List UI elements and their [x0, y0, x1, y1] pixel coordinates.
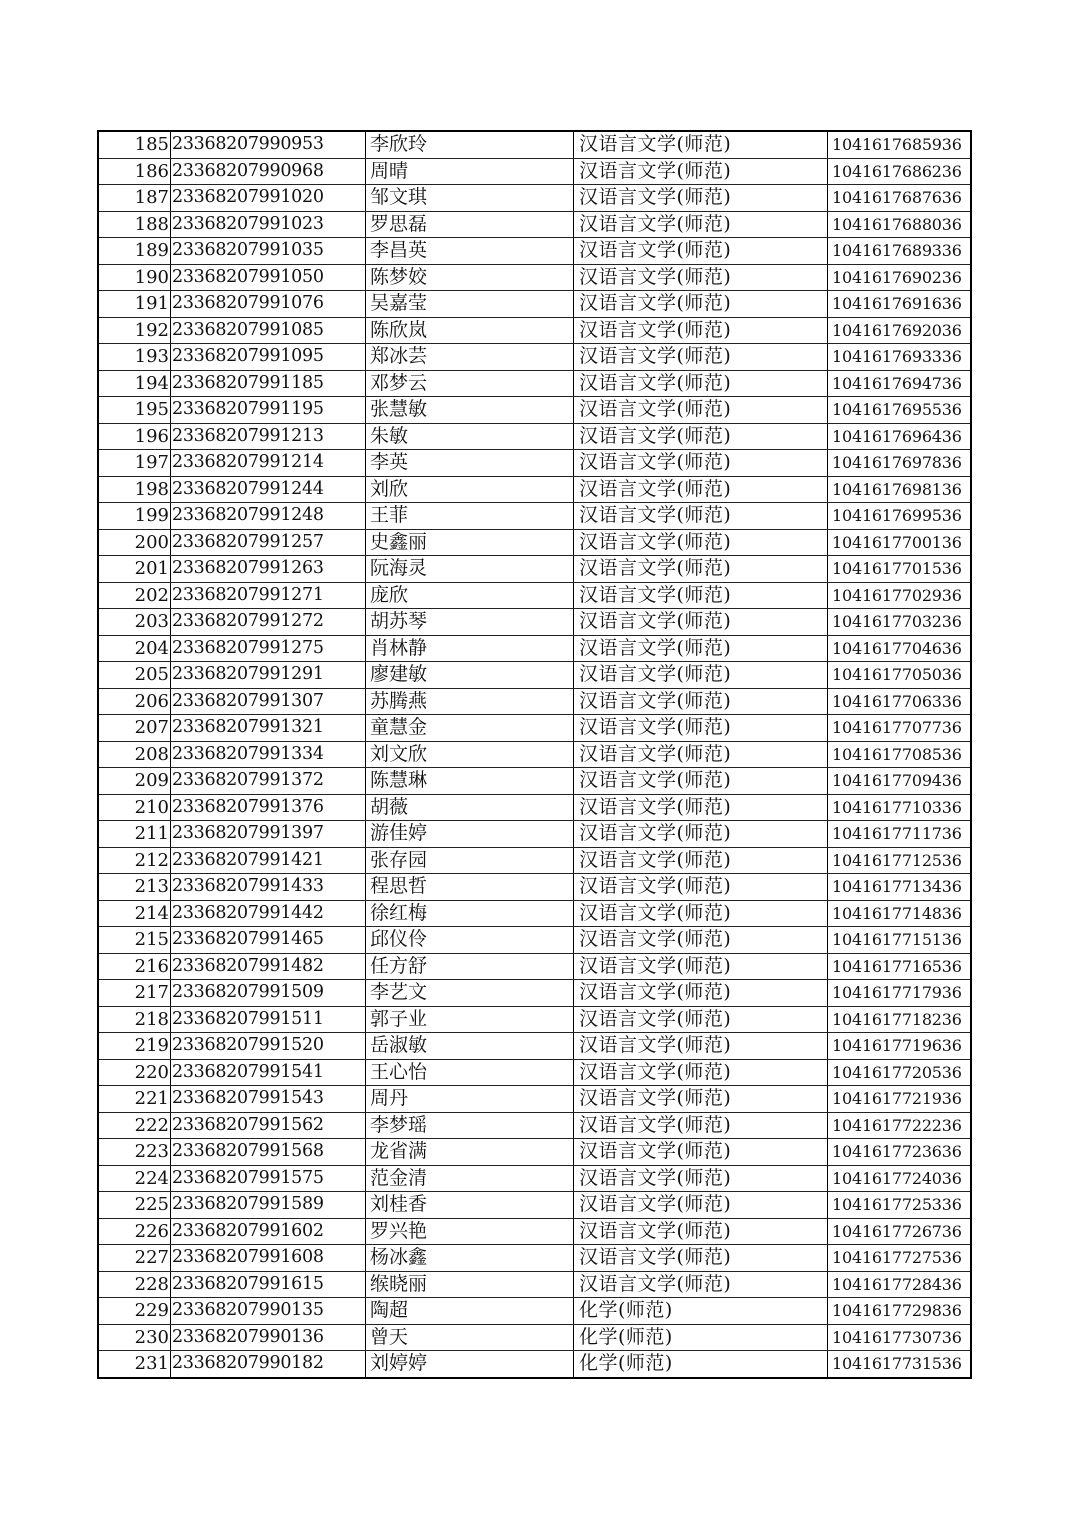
table-row: [98, 529, 971, 556]
exam-id-cell: 23368207990182: [171, 1351, 366, 1378]
major-cell: 汉语言文学(师范): [574, 1218, 828, 1245]
student-name-cell: 吴嘉莹: [366, 291, 574, 318]
certificate-number-cell: 1041617690236: [828, 264, 972, 291]
student-name-cell: 李英: [366, 450, 574, 477]
student-name-cell: 罗思磊: [366, 211, 574, 238]
major-cell: 汉语言文学(师范): [574, 821, 828, 848]
certificate-number-cell: 1041617726736: [828, 1218, 972, 1245]
row-number-cell: 197: [98, 450, 171, 477]
student-name-cell: 肖林静: [366, 635, 574, 662]
certificate-number-cell: 1041617698136: [828, 476, 972, 503]
exam-id-cell: 23368207991482: [171, 953, 366, 980]
table-row: [98, 344, 971, 371]
row-number-cell: 216: [98, 953, 171, 980]
certificate-number-cell: 1041617708536: [828, 741, 972, 768]
exam-id-cell: 23368207990136: [171, 1324, 366, 1351]
certificate-number-cell: 1041617699536: [828, 503, 972, 530]
certificate-number-cell: 1041617714836: [828, 900, 972, 927]
certificate-number-cell: 1041617713436: [828, 874, 972, 901]
table-row: [98, 794, 971, 821]
row-number-cell: 219: [98, 1033, 171, 1060]
major-cell: 汉语言文学(师范): [574, 1245, 828, 1272]
certificate-number-cell: 1041617694736: [828, 370, 972, 397]
exam-id-cell: 23368207991543: [171, 1086, 366, 1113]
row-number-cell: 192: [98, 317, 171, 344]
major-cell: 汉语言文学(师范): [574, 1139, 828, 1166]
student-name-cell: 游佳婷: [366, 821, 574, 848]
table-row: [98, 1165, 971, 1192]
certificate-number-cell: 1041617715136: [828, 927, 972, 954]
major-cell: 汉语言文学(师范): [574, 158, 828, 185]
row-number-cell: 212: [98, 847, 171, 874]
exam-id-cell: 23368207991509: [171, 980, 366, 1007]
student-name-cell: 郑冰芸: [366, 344, 574, 371]
certificate-number-cell: 1041617695536: [828, 397, 972, 424]
major-cell: 汉语言文学(师范): [574, 927, 828, 954]
table-row: [98, 238, 971, 265]
row-number-cell: 195: [98, 397, 171, 424]
exam-id-cell: 23368207991520: [171, 1033, 366, 1060]
row-number-cell: 199: [98, 503, 171, 530]
major-cell: 汉语言文学(师范): [574, 741, 828, 768]
row-number-cell: 198: [98, 476, 171, 503]
table-row: [98, 1245, 971, 1272]
certificate-number-cell: 1041617730736: [828, 1324, 972, 1351]
certificate-number-cell: 1041617703236: [828, 609, 972, 636]
student-name-cell: 李梦瑶: [366, 1112, 574, 1139]
student-name-cell: 徐红梅: [366, 900, 574, 927]
exam-id-cell: 23368207991275: [171, 635, 366, 662]
student-name-cell: 缑晓丽: [366, 1271, 574, 1298]
major-cell: 化学(师范): [574, 1298, 828, 1325]
row-number-cell: 210: [98, 794, 171, 821]
table-row: [98, 1033, 971, 1060]
major-cell: 汉语言文学(师范): [574, 1059, 828, 1086]
exam-id-cell: 23368207990953: [171, 131, 366, 158]
student-name-cell: 范金清: [366, 1165, 574, 1192]
certificate-number-cell: 1041617697836: [828, 450, 972, 477]
major-cell: 汉语言文学(师范): [574, 185, 828, 212]
student-name-cell: 苏腾燕: [366, 688, 574, 715]
major-cell: 汉语言文学(师范): [574, 370, 828, 397]
major-cell: 汉语言文学(师范): [574, 609, 828, 636]
student-name-cell: 李昌英: [366, 238, 574, 265]
student-name-cell: 阮海灵: [366, 556, 574, 583]
certificate-number-cell: 1041617692036: [828, 317, 972, 344]
table-row: [98, 1139, 971, 1166]
exam-id-cell: 23368207991257: [171, 529, 366, 556]
table-row: [98, 1271, 971, 1298]
row-number-cell: 222: [98, 1112, 171, 1139]
table-row: [98, 397, 971, 424]
exam-id-cell: 23368207991568: [171, 1139, 366, 1166]
major-cell: 汉语言文学(师范): [574, 344, 828, 371]
student-name-cell: 岳淑敏: [366, 1033, 574, 1060]
major-cell: 化学(师范): [574, 1351, 828, 1378]
student-name-cell: 龙省满: [366, 1139, 574, 1166]
certificate-number-cell: 1041617693336: [828, 344, 972, 371]
major-cell: 汉语言文学(师范): [574, 980, 828, 1007]
row-number-cell: 191: [98, 291, 171, 318]
student-name-cell: 邱仪伶: [366, 927, 574, 954]
row-number-cell: 218: [98, 1006, 171, 1033]
exam-id-cell: 23368207990135: [171, 1298, 366, 1325]
student-name-cell: 廖建敏: [366, 662, 574, 689]
major-cell: 汉语言文学(师范): [574, 662, 828, 689]
student-name-cell: 郭子业: [366, 1006, 574, 1033]
student-name-cell: 史鑫丽: [366, 529, 574, 556]
certificate-number-cell: 1041617727536: [828, 1245, 972, 1272]
student-name-cell: 程思哲: [366, 874, 574, 901]
certificate-number-cell: 1041617724036: [828, 1165, 972, 1192]
certificate-number-cell: 1041617729836: [828, 1298, 972, 1325]
row-number-cell: 194: [98, 370, 171, 397]
certificate-number-cell: 1041617702936: [828, 582, 972, 609]
student-name-cell: 罗兴艳: [366, 1218, 574, 1245]
student-name-cell: 杨冰鑫: [366, 1245, 574, 1272]
certificate-number-cell: 1041617701536: [828, 556, 972, 583]
major-cell: 汉语言文学(师范): [574, 900, 828, 927]
exam-id-cell: 23368207991307: [171, 688, 366, 715]
exam-id-cell: 23368207991334: [171, 741, 366, 768]
row-number-cell: 209: [98, 768, 171, 795]
student-name-cell: 周晴: [366, 158, 574, 185]
table-row: [98, 423, 971, 450]
table-row: [98, 264, 971, 291]
major-cell: 汉语言文学(师范): [574, 238, 828, 265]
table-row: [98, 953, 971, 980]
student-name-cell: 胡苏琴: [366, 609, 574, 636]
student-name-cell: 李艺文: [366, 980, 574, 1007]
exam-id-cell: 23368207991376: [171, 794, 366, 821]
exam-id-cell: 23368207991433: [171, 874, 366, 901]
exam-id-cell: 23368207991035: [171, 238, 366, 265]
table-row: [98, 874, 971, 901]
major-cell: 汉语言文学(师范): [574, 847, 828, 874]
certificate-number-cell: 1041617723636: [828, 1139, 972, 1166]
major-cell: 汉语言文学(师范): [574, 503, 828, 530]
exam-id-cell: 23368207991372: [171, 768, 366, 795]
major-cell: 汉语言文学(师范): [574, 1271, 828, 1298]
student-name-cell: 李欣玲: [366, 131, 574, 158]
row-number-cell: 185: [98, 131, 171, 158]
table-row: [98, 741, 971, 768]
major-cell: 汉语言文学(师范): [574, 715, 828, 742]
table-row: [98, 370, 971, 397]
exam-id-cell: 23368207991085: [171, 317, 366, 344]
major-cell: 汉语言文学(师范): [574, 264, 828, 291]
row-number-cell: 189: [98, 238, 171, 265]
table-row: [98, 688, 971, 715]
student-name-cell: 胡薇: [366, 794, 574, 821]
certificate-number-cell: 1041617691636: [828, 291, 972, 318]
row-number-cell: 229: [98, 1298, 171, 1325]
certificate-number-cell: 1041617685936: [828, 131, 972, 158]
exam-id-cell: 23368207991541: [171, 1059, 366, 1086]
table-row: [98, 1324, 971, 1351]
table-row: [98, 317, 971, 344]
student-name-cell: 刘文欣: [366, 741, 574, 768]
row-number-cell: 228: [98, 1271, 171, 1298]
exam-id-cell: 23368207991511: [171, 1006, 366, 1033]
certificate-number-cell: 1041617731536: [828, 1351, 972, 1378]
row-number-cell: 204: [98, 635, 171, 662]
student-name-cell: 朱敏: [366, 423, 574, 450]
student-name-cell: 童慧金: [366, 715, 574, 742]
row-number-cell: 214: [98, 900, 171, 927]
certificate-number-cell: 1041617689336: [828, 238, 972, 265]
student-name-cell: 刘欣: [366, 476, 574, 503]
table-row: [98, 185, 971, 212]
row-number-cell: 226: [98, 1218, 171, 1245]
table-row: [98, 211, 971, 238]
major-cell: 汉语言文学(师范): [574, 1006, 828, 1033]
table-row: [98, 1218, 971, 1245]
exam-id-cell: 23368207991050: [171, 264, 366, 291]
row-number-cell: 193: [98, 344, 171, 371]
certificate-number-cell: 1041617704636: [828, 635, 972, 662]
major-cell: 汉语言文学(师范): [574, 291, 828, 318]
certificate-number-cell: 1041617686236: [828, 158, 972, 185]
row-number-cell: 188: [98, 211, 171, 238]
exam-id-cell: 23368207991263: [171, 556, 366, 583]
exam-id-cell: 23368207991421: [171, 847, 366, 874]
exam-id-cell: 23368207991020: [171, 185, 366, 212]
exam-id-cell: 23368207991397: [171, 821, 366, 848]
major-cell: 汉语言文学(师范): [574, 1112, 828, 1139]
certificate-number-cell: 1041617707736: [828, 715, 972, 742]
exam-id-cell: 23368207991244: [171, 476, 366, 503]
table-row: [98, 927, 971, 954]
table-body: [98, 131, 971, 1378]
exam-id-cell: 23368207991271: [171, 582, 366, 609]
exam-id-cell: 23368207991272: [171, 609, 366, 636]
major-cell: 汉语言文学(师范): [574, 688, 828, 715]
exam-id-cell: 23368207991214: [171, 450, 366, 477]
certificate-number-cell: 1041617725336: [828, 1192, 972, 1219]
student-name-cell: 王菲: [366, 503, 574, 530]
major-cell: 汉语言文学(师范): [574, 1086, 828, 1113]
table-row: [98, 847, 971, 874]
student-name-cell: 陈梦姣: [366, 264, 574, 291]
student-name-cell: 曾天: [366, 1324, 574, 1351]
row-number-cell: 230: [98, 1324, 171, 1351]
certificate-number-cell: 1041617722236: [828, 1112, 972, 1139]
exam-id-cell: 23368207991562: [171, 1112, 366, 1139]
row-number-cell: 208: [98, 741, 171, 768]
certificate-number-cell: 1041617717936: [828, 980, 972, 1007]
table-row: [98, 1298, 971, 1325]
row-number-cell: 217: [98, 980, 171, 1007]
major-cell: 汉语言文学(师范): [574, 556, 828, 583]
row-number-cell: 187: [98, 185, 171, 212]
row-number-cell: 227: [98, 1245, 171, 1272]
certificate-number-cell: 1041617709436: [828, 768, 972, 795]
major-cell: 汉语言文学(师范): [574, 317, 828, 344]
row-number-cell: 220: [98, 1059, 171, 1086]
table-row: [98, 821, 971, 848]
student-list-table: [97, 130, 972, 1379]
certificate-number-cell: 1041617700136: [828, 529, 972, 556]
certificate-number-cell: 1041617712536: [828, 847, 972, 874]
table-row: [98, 609, 971, 636]
table-row: [98, 503, 971, 530]
table-row: [98, 1006, 971, 1033]
exam-id-cell: 23368207991615: [171, 1271, 366, 1298]
row-number-cell: 205: [98, 662, 171, 689]
row-number-cell: 196: [98, 423, 171, 450]
certificate-number-cell: 1041617696436: [828, 423, 972, 450]
table-row: [98, 450, 971, 477]
student-name-cell: 王心怡: [366, 1059, 574, 1086]
certificate-number-cell: 1041617687636: [828, 185, 972, 212]
major-cell: 汉语言文学(师范): [574, 397, 828, 424]
exam-id-cell: 23368207991589: [171, 1192, 366, 1219]
certificate-number-cell: 1041617710336: [828, 794, 972, 821]
exam-id-cell: 23368207991248: [171, 503, 366, 530]
certificate-number-cell: 1041617711736: [828, 821, 972, 848]
row-number-cell: 224: [98, 1165, 171, 1192]
certificate-number-cell: 1041617705036: [828, 662, 972, 689]
major-cell: 汉语言文学(师范): [574, 529, 828, 556]
student-name-cell: 陈慧琳: [366, 768, 574, 795]
student-name-cell: 庞欣: [366, 582, 574, 609]
table-row: [98, 131, 971, 158]
row-number-cell: 200: [98, 529, 171, 556]
table-row: [98, 1112, 971, 1139]
table-row: [98, 158, 971, 185]
table-row: [98, 476, 971, 503]
certificate-number-cell: 1041617720536: [828, 1059, 972, 1086]
exam-id-cell: 23368207991321: [171, 715, 366, 742]
major-cell: 汉语言文学(师范): [574, 423, 828, 450]
exam-id-cell: 23368207991023: [171, 211, 366, 238]
row-number-cell: 213: [98, 874, 171, 901]
certificate-number-cell: 1041617728436: [828, 1271, 972, 1298]
exam-id-cell: 23368207991608: [171, 1245, 366, 1272]
table-row: [98, 556, 971, 583]
table-row: [98, 662, 971, 689]
row-number-cell: 223: [98, 1139, 171, 1166]
row-number-cell: 231: [98, 1351, 171, 1378]
student-name-cell: 邹文琪: [366, 185, 574, 212]
row-number-cell: 203: [98, 609, 171, 636]
major-cell: 汉语言文学(师范): [574, 1192, 828, 1219]
table-row: [98, 635, 971, 662]
exam-id-cell: 23368207990968: [171, 158, 366, 185]
exam-id-cell: 23368207991185: [171, 370, 366, 397]
row-number-cell: 186: [98, 158, 171, 185]
row-number-cell: 211: [98, 821, 171, 848]
major-cell: 汉语言文学(师范): [574, 1165, 828, 1192]
table-row: [98, 291, 971, 318]
student-name-cell: 陈欣岚: [366, 317, 574, 344]
student-name-cell: 邓梦云: [366, 370, 574, 397]
student-name-cell: 刘婷婷: [366, 1351, 574, 1378]
table-row: [98, 582, 971, 609]
student-name-cell: 任方舒: [366, 953, 574, 980]
row-number-cell: 202: [98, 582, 171, 609]
certificate-number-cell: 1041617721936: [828, 1086, 972, 1113]
row-number-cell: 207: [98, 715, 171, 742]
table-row: [98, 1351, 971, 1378]
certificate-number-cell: 1041617706336: [828, 688, 972, 715]
table-row: [98, 980, 971, 1007]
exam-id-cell: 23368207991195: [171, 397, 366, 424]
row-number-cell: 221: [98, 1086, 171, 1113]
certificate-number-cell: 1041617719636: [828, 1033, 972, 1060]
major-cell: 汉语言文学(师范): [574, 1033, 828, 1060]
certificate-number-cell: 1041617718236: [828, 1006, 972, 1033]
table-row: [98, 1086, 971, 1113]
exam-id-cell: 23368207991076: [171, 291, 366, 318]
major-cell: 汉语言文学(师范): [574, 450, 828, 477]
major-cell: 汉语言文学(师范): [574, 874, 828, 901]
major-cell: 汉语言文学(师范): [574, 131, 828, 158]
major-cell: 汉语言文学(师范): [574, 953, 828, 980]
student-name-cell: 张存园: [366, 847, 574, 874]
student-name-cell: 周丹: [366, 1086, 574, 1113]
major-cell: 汉语言文学(师范): [574, 768, 828, 795]
major-cell: 化学(师范): [574, 1324, 828, 1351]
major-cell: 汉语言文学(师范): [574, 476, 828, 503]
student-name-cell: 陶超: [366, 1298, 574, 1325]
row-number-cell: 206: [98, 688, 171, 715]
major-cell: 汉语言文学(师范): [574, 794, 828, 821]
row-number-cell: 225: [98, 1192, 171, 1219]
major-cell: 汉语言文学(师范): [574, 635, 828, 662]
table-row: [98, 900, 971, 927]
exam-id-cell: 23368207991291: [171, 662, 366, 689]
exam-id-cell: 23368207991442: [171, 900, 366, 927]
exam-id-cell: 23368207991213: [171, 423, 366, 450]
exam-id-cell: 23368207991465: [171, 927, 366, 954]
certificate-number-cell: 1041617688036: [828, 211, 972, 238]
exam-id-cell: 23368207991575: [171, 1165, 366, 1192]
table-row: [98, 1192, 971, 1219]
table-row: [98, 715, 971, 742]
student-name-cell: 张慧敏: [366, 397, 574, 424]
table-row: [98, 1059, 971, 1086]
exam-id-cell: 23368207991095: [171, 344, 366, 371]
major-cell: 汉语言文学(师范): [574, 582, 828, 609]
table-row: [98, 768, 971, 795]
certificate-number-cell: 1041617716536: [828, 953, 972, 980]
row-number-cell: 201: [98, 556, 171, 583]
exam-id-cell: 23368207991602: [171, 1218, 366, 1245]
row-number-cell: 215: [98, 927, 171, 954]
major-cell: 汉语言文学(师范): [574, 211, 828, 238]
student-name-cell: 刘桂香: [366, 1192, 574, 1219]
row-number-cell: 190: [98, 264, 171, 291]
